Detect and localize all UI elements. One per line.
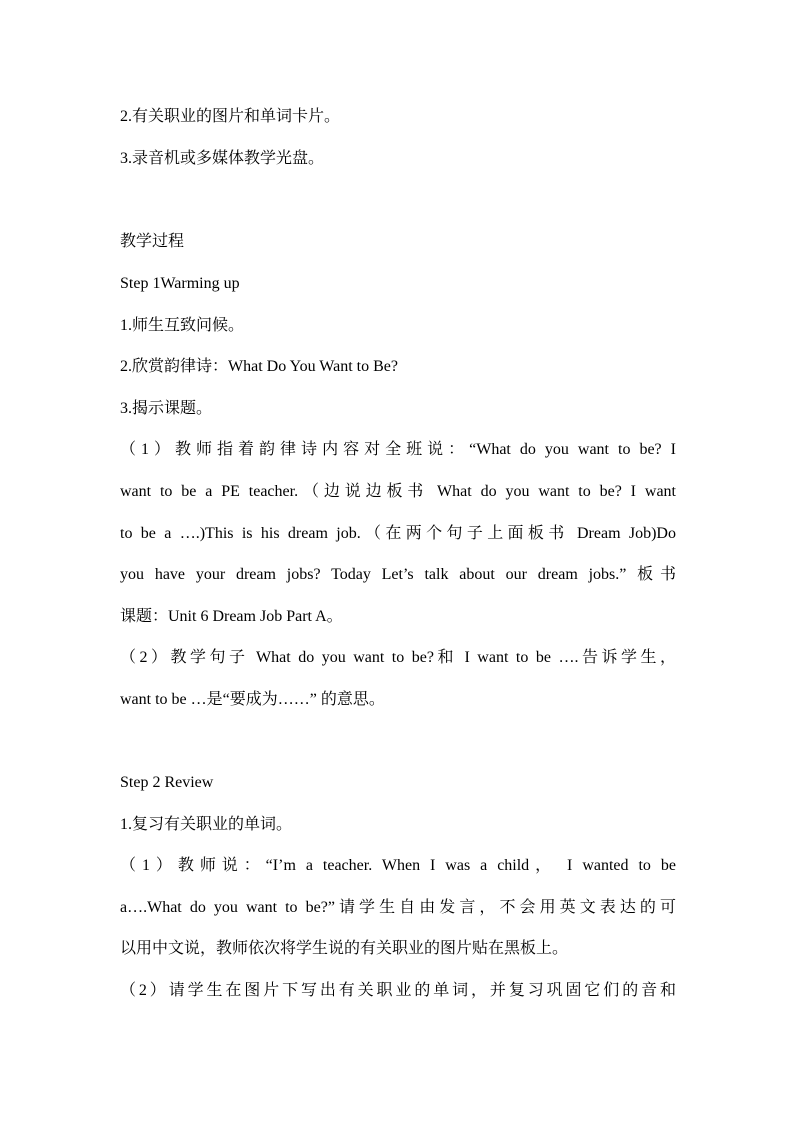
paragraph-line: （2）请学生在图片下写出有关职业的单词，并复习巩固它们的音和 (120, 982, 676, 999)
paragraph-line: （1）教师说：“I’m a teacher. When I was a child， I wanted to be (120, 857, 676, 874)
section-heading-teaching-process: 教学过程 (120, 233, 185, 250)
paragraph-line: 课题：Unit 6 Dream Job Part A。 (120, 608, 343, 625)
paragraph-line: want to be …是“要成为……” 的意思。 (120, 691, 385, 708)
paragraph-line: want to be a PE teacher.（边说边板书 What do you want to be? I want (120, 483, 676, 500)
step-1-heading: Step 1Warming up (120, 275, 240, 292)
materials-item-3: 3.录音机或多媒体教学光盘。 (120, 150, 325, 167)
paragraph-line: to be a ….)This is his dream job.（在两个句子上面板书 Dream Job)Do (120, 525, 676, 542)
paragraph-line: （2）教学句子 What do you want to be?和 I want to be ….告诉学生， (120, 649, 676, 666)
paragraph-line: a….What do you want to be?”请学生自由发言，不会用英文表达的可 (120, 899, 676, 916)
paragraph-line: 以用中文说，教师依次将学生说的有关职业的图片贴在黑板上。 (120, 940, 569, 957)
paragraph-line: （1）教师指着韵律诗内容对全班说：“What do you want to be? I (120, 441, 676, 458)
step-1-item-2: 2.欣赏韵律诗：What Do You Want to Be? (120, 358, 398, 375)
step-1-item-3: 3.揭示课题。 (120, 400, 213, 417)
paragraph-line: you have your dream jobs? Today Let’s talk about our dream jobs.” 板书 (120, 566, 676, 583)
step-2-heading: Step 2 Review (120, 774, 214, 791)
step-2-item-1: 1.复习有关职业的单词。 (120, 816, 293, 833)
materials-item-2: 2.有关职业的图片和单词卡片。 (120, 108, 341, 125)
step-1-item-1: 1.师生互致问候。 (120, 317, 245, 334)
